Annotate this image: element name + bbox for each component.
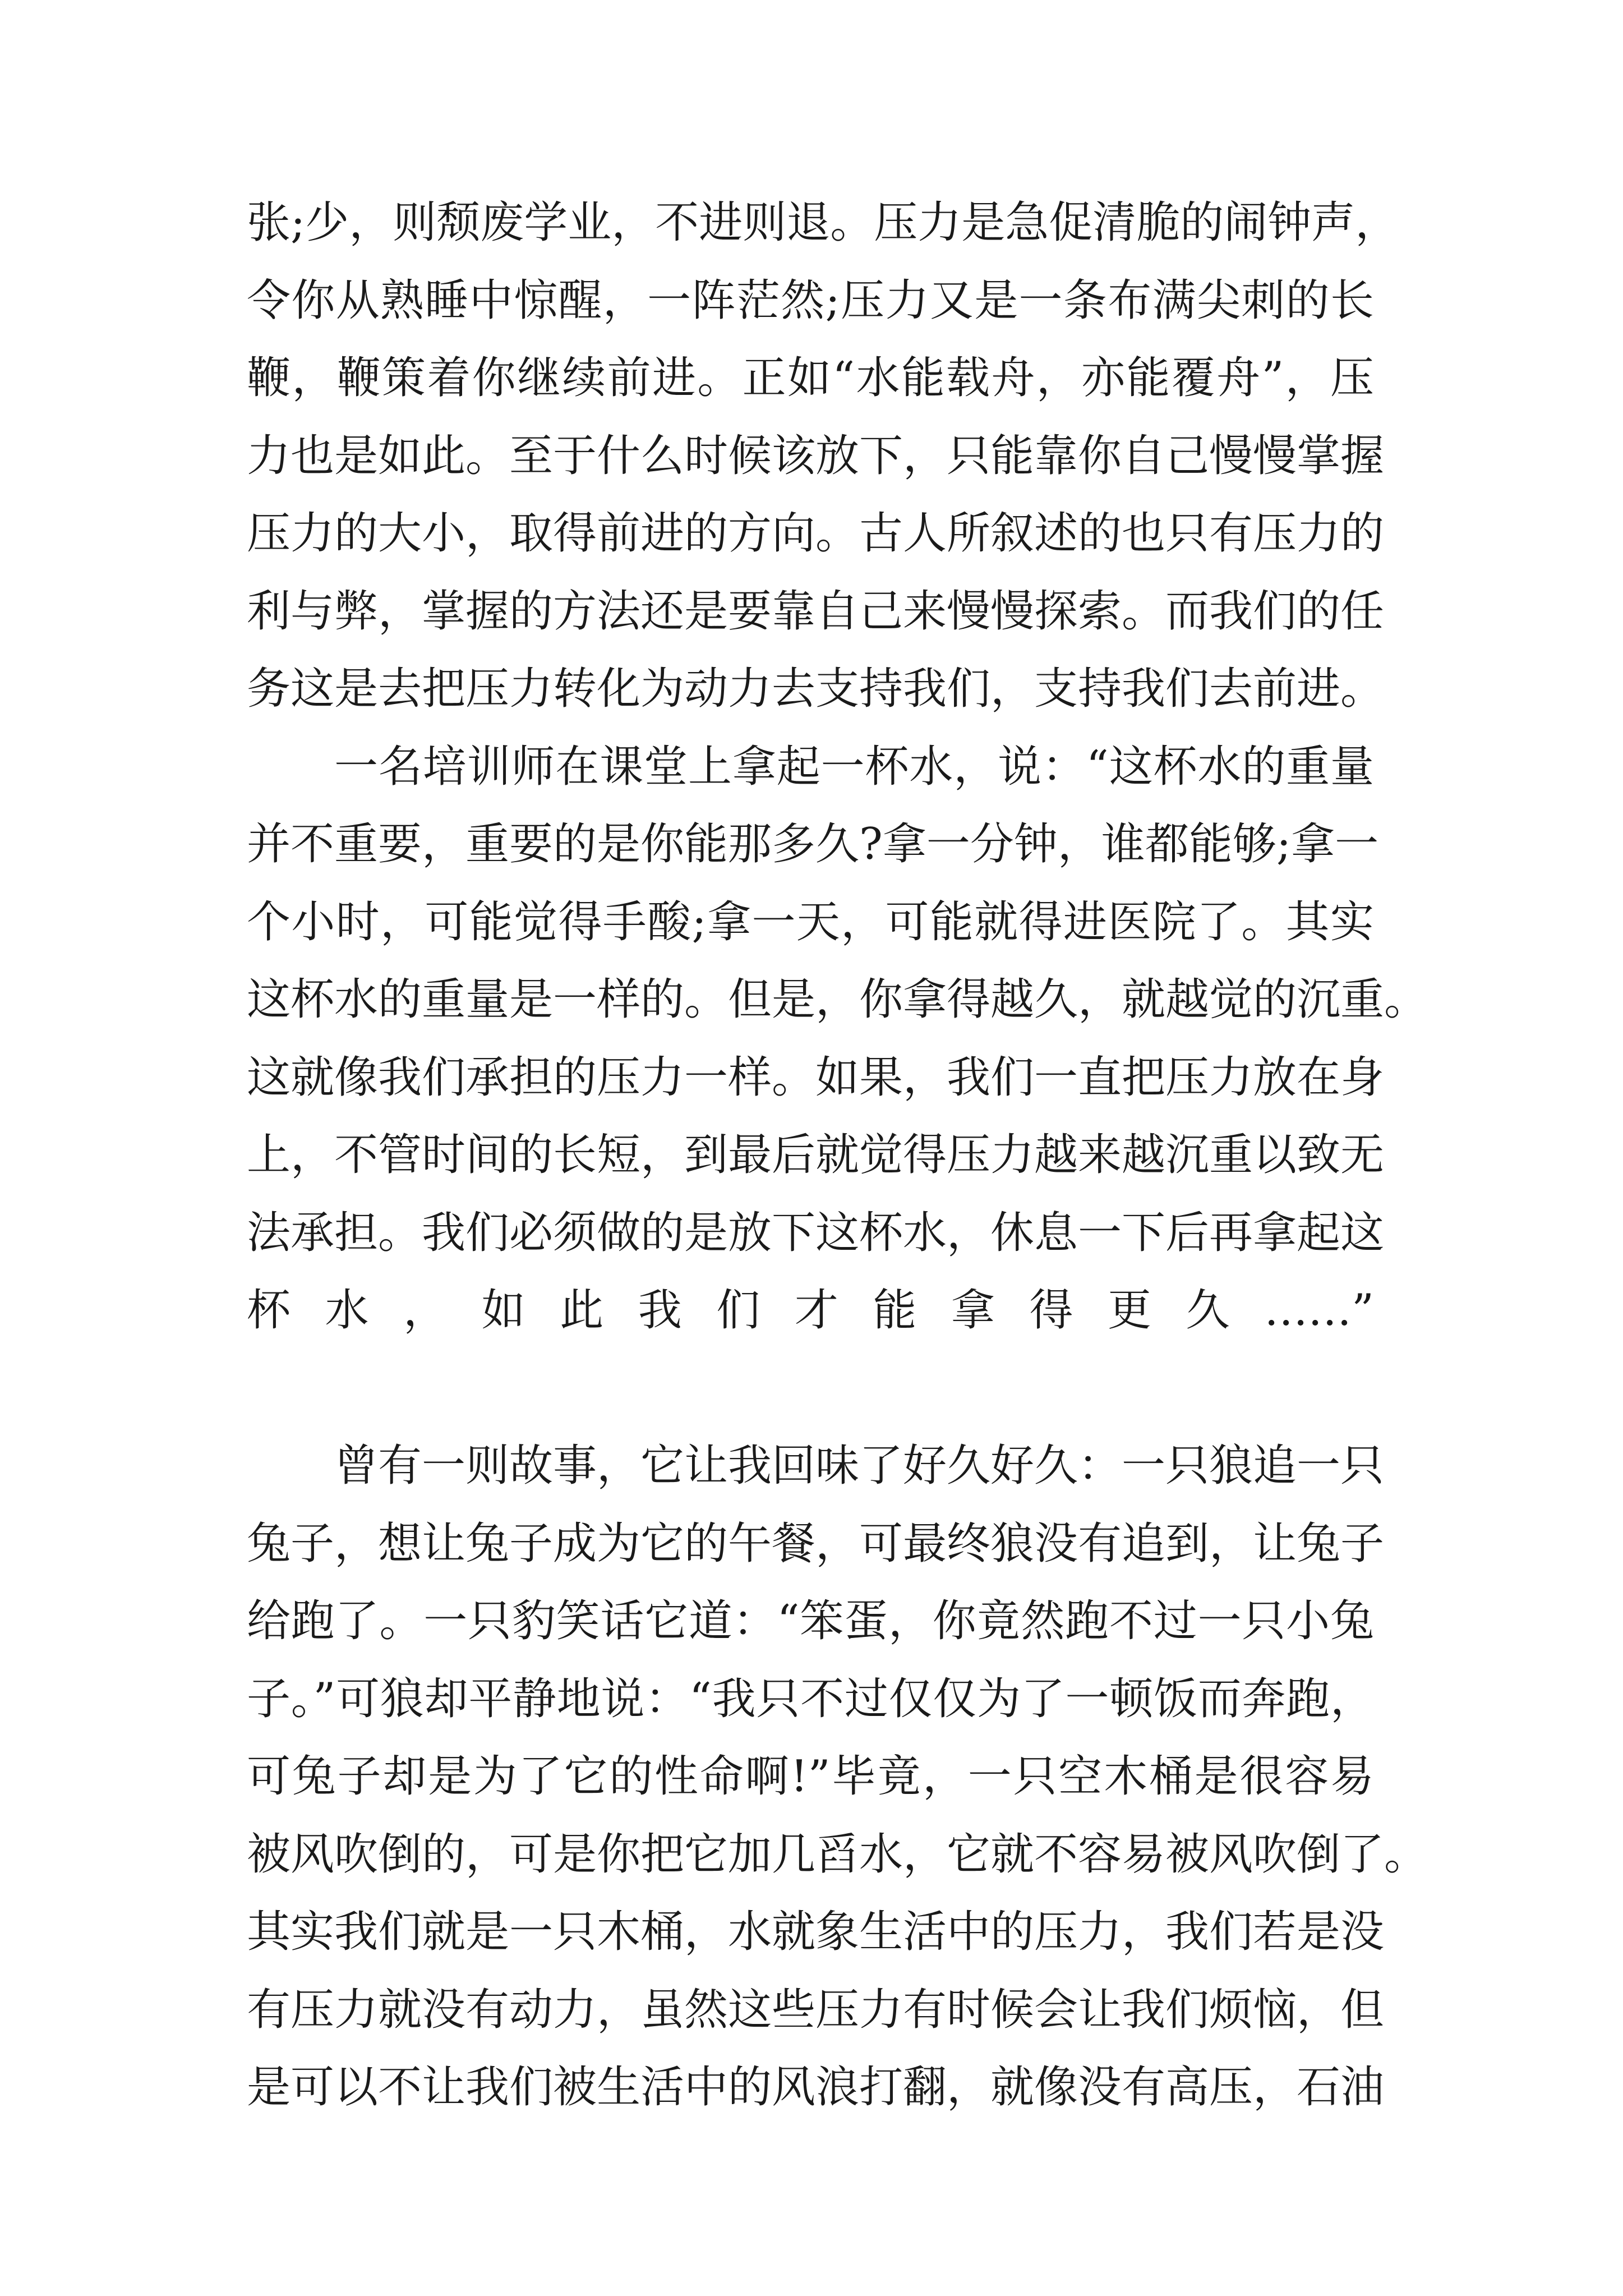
text-line: 有压力就没有动力，虽然这些压力有时候会让我们烦恼，但 — [247, 1984, 1385, 2035]
text-line: 鞭，鞭策着你继续前进。正如“水能载舟，亦能覆舟”，压 — [247, 353, 1374, 403]
text-line: 可兔子却是为了它的性命啊!”毕竟，一只空木桶是很容易 — [247, 1751, 1374, 1802]
text-line: 曾有一则故事，它让我回味了好久好久：一只狼追一只 — [334, 1441, 1385, 1491]
text-line: 这杯水的重量是一样的。但是，你拿得越久，就越觉的沉重。 — [247, 974, 1428, 1025]
text-line: 一名培训师在课堂上拿起一杯水，说：“这杯水的重量 — [334, 741, 1374, 792]
text-line: 令你从熟睡中惊醒，一阵茫然;压力又是一条布满尖刺的长 — [247, 275, 1374, 326]
paragraph-2 — [247, 728, 1428, 1428]
text-line: 上，不管时间的长短，到最后就觉得压力越来越沉重以致无 — [247, 1130, 1385, 1180]
text-line: 压力的大小，取得前进的方向。古人所叙述的也只有压力的 — [247, 508, 1385, 559]
text-line: 法承担。我们必须做的是放下这杯水，休息一下后再拿起这 — [247, 1207, 1385, 1258]
text-line — [247, 1350, 1374, 1428]
text-line: 被风吹倒的，可是你把它加几舀水，它就不容易被风吹倒了。 — [247, 1829, 1428, 1880]
text-line: 个小时，可能觉得手酸;拿一天，可能就得进医院了。其实 — [247, 896, 1374, 947]
body-text — [247, 184, 1428, 2127]
text-line: 给跑了。一只豹笑话它道：“笨蛋，你竟然跑不过一只小兔 — [247, 1596, 1374, 1646]
text-line: 利与弊，掌握的方法还是要靠自己来慢慢探索。而我们的任 — [247, 586, 1385, 637]
text-line: 这就像我们承担的压力一样。如果，我们一直把压力放在身 — [247, 1052, 1385, 1103]
text-line: 务这是去把压力转化为动力去支持我们，支持我们去前进。 — [247, 664, 1385, 714]
text-line: 子。”可狼却平静地说：“我只不过仅仅为了一顿饭而奔跑， — [247, 1673, 1374, 1724]
text-line: 力也是如此。至于什么时候该放下，只能靠你自己慢慢掌握 — [247, 430, 1385, 481]
paragraph-3 — [247, 1427, 1428, 2127]
paragraph-1 — [247, 184, 1399, 728]
text-line: 其实我们就是一只木桶，水就象生活中的压力，我们若是没 — [247, 1907, 1385, 1957]
text-line: 杯水，如此我们才能拿得更久……” — [247, 1285, 1374, 1336]
text-line: 兔子，想让兔子成为它的午餐，可最终狼没有追到，让兔子 — [247, 1518, 1385, 1569]
text-line: 张;少，则颓废学业，不进则退。压力是急促清脆的闹钟声， — [247, 197, 1399, 248]
text-line: 并不重要，重要的是你能那多久?拿一分钟，谁都能够;拿一 — [247, 819, 1379, 869]
text-line: 是可以不让我们被生活中的风浪打翻，就像没有高压，石油 — [247, 2062, 1385, 2113]
